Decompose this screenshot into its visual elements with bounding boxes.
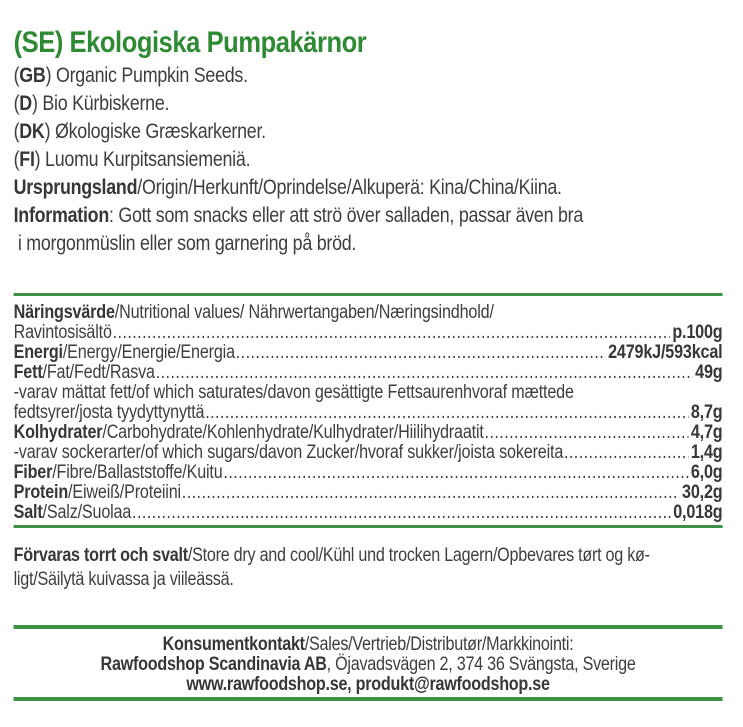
saturates-value: 8,7g <box>690 402 723 423</box>
dot-leader <box>485 423 689 443</box>
paren-close: ) <box>44 120 55 143</box>
product-name-d <box>14 90 723 118</box>
row-label-bold: Protein <box>13 482 69 503</box>
nutrition-row-protein <box>14 483 723 503</box>
paren-open: ( <box>13 120 20 143</box>
footer-contact-rest: /Sales/Vertrieb/Distributør/Markkinointi: <box>304 634 574 655</box>
row-label-rest: /Carbohydrate/Kohlenhydrate/Kulhydrater/Hiilihydraatit <box>102 422 484 443</box>
row-label-rest: -varav sockerarter/of which sugars/davon Zucker/hvoraf sukker/joista sokereita <box>13 442 564 463</box>
information-text2: i morgonmüslin eller som garnering på bröd. <box>17 232 357 255</box>
nutrition-header-line1 <box>14 303 723 323</box>
row-label-rest: /Fibre/Ballaststoffe/Kuitu <box>52 462 223 483</box>
product-title-se: (SE) Ekologiska Pumpakärnor <box>13 26 367 59</box>
storage-text2: ligt/Säilytä kuivassa ja viileässä. <box>13 569 234 590</box>
contact-footer <box>14 635 723 695</box>
nutrition-row-carbohydrate <box>14 423 723 443</box>
row-label-bold: Fiber <box>13 462 53 483</box>
dot-leader <box>132 503 671 523</box>
row-label-rest: /Eiweiß/Proteiini <box>68 482 181 503</box>
paren-close: ) <box>45 64 56 87</box>
footer-address-line <box>14 655 723 675</box>
nutrition-row-sugars <box>14 443 723 463</box>
dot-leader <box>564 443 688 463</box>
nutrition-row-saturates-line2 <box>14 403 723 423</box>
row-label-cont: fedtsyrer/josta tyydyttynyttä <box>13 402 205 423</box>
salt-value: 0,018g <box>673 502 723 523</box>
paren-open: ( <box>13 92 20 115</box>
row-label-rest: /Fat/Fedt/Rasva <box>42 362 155 383</box>
information-line1 <box>14 202 723 230</box>
paren-close: ) <box>31 92 43 115</box>
row-label-bold: Fett <box>13 362 43 383</box>
dot-leader <box>156 363 693 383</box>
divider-nutrition-bottom <box>14 525 723 528</box>
row-label-rest: /Salz/Suolaa <box>42 502 132 523</box>
sugars-value: 1,4g <box>690 442 723 463</box>
nutrition-header-rest: /Nutritional values/ Nährwertangaben/Næringsindhold/ <box>114 302 494 323</box>
footer-company-name: Rawfoodshop Scandinavia AB <box>100 654 327 675</box>
origin-label: Ursprungsland <box>13 176 138 199</box>
dot-leader <box>205 403 688 423</box>
nutrition-header-bold: Näringsvärde <box>13 302 115 323</box>
nutrition-row-saturates-line1 <box>14 383 723 403</box>
nutrition-header-cont: Ravintosisältö <box>13 322 112 343</box>
nutrition-table <box>14 303 723 523</box>
paren-open: ( <box>13 148 20 171</box>
footer-contact-line <box>14 635 723 655</box>
nutrition-row-salt <box>14 503 723 523</box>
product-name-gb <box>14 62 723 90</box>
footer-web-line: www.rawfoodshop.se, produkt@rawfoodshop.se <box>186 674 550 695</box>
storage-text1: /Store dry and cool/Kühl und trocken Lagern/Opbevares tørt og kø- <box>187 545 650 566</box>
nutrition-header-line2 <box>14 323 723 343</box>
row-label-bold: Energi <box>13 342 63 363</box>
energy-value: 2479kJ/593kcal <box>608 342 723 363</box>
lang-code-gb: GB <box>19 64 46 87</box>
row-label-bold: Salt <box>13 502 43 523</box>
carbohydrate-value: 4,7g <box>690 422 723 443</box>
dot-leader <box>236 343 606 363</box>
product-name-dk <box>14 118 723 146</box>
information-text1: : Gott som snacks eller att strö över salladen, passar även bra <box>108 204 584 227</box>
paren-close: ) <box>34 148 46 171</box>
footer-address-rest: , Öjavadsvägen 2, 374 36 Svängsta, Sverige <box>326 654 636 675</box>
row-label-rest: -varav mättat fett/of which saturates/davon gesättigte Fettsaurenhvoraf mættede <box>13 382 574 403</box>
product-name-text: Økologiske Græskarkerner. <box>54 120 266 143</box>
product-name-text: Luomu Kurpitsansiemeniä. <box>45 148 251 171</box>
lang-code-dk: DK <box>19 120 45 143</box>
product-name-text: Organic Pumpkin Seeds. <box>55 64 248 87</box>
product-name-text: Bio Kürbiskerne. <box>42 92 170 115</box>
divider-footer-top <box>14 625 723 629</box>
storage-instructions <box>14 544 723 592</box>
fat-value: 49g <box>695 362 723 383</box>
origin-line <box>14 174 723 202</box>
per-100g-value: p.100g <box>672 322 723 343</box>
storage-label: Förvaras torrt och svalt <box>13 545 188 566</box>
paren-open: ( <box>13 64 20 87</box>
product-name-fi <box>14 146 723 174</box>
dot-leader <box>113 323 670 343</box>
information-line2 <box>14 230 723 258</box>
nutrition-row-fat <box>14 363 723 383</box>
fibre-value: 6,0g <box>690 462 723 483</box>
row-label-rest: /Energy/Energie/Energia <box>62 342 235 363</box>
divider-nutrition-top <box>14 293 723 296</box>
dot-leader <box>223 463 688 483</box>
divider-footer-bottom <box>14 697 723 701</box>
nutrition-row-energy <box>14 343 723 363</box>
origin-text: /Origin/Herkunft/Oprindelse/Alkuperä: Kina/China/Kiina. <box>137 176 562 199</box>
dot-leader <box>182 483 680 503</box>
lang-code-fi: FI <box>19 148 35 171</box>
row-label-bold: Kolhydrater <box>13 422 103 443</box>
information-label: Information <box>13 204 109 227</box>
protein-value: 30,2g <box>682 482 723 503</box>
lang-code-d: D <box>19 92 32 115</box>
footer-contact-label: Konsumentkontakt <box>162 634 305 655</box>
nutrition-row-fibre <box>14 463 723 483</box>
